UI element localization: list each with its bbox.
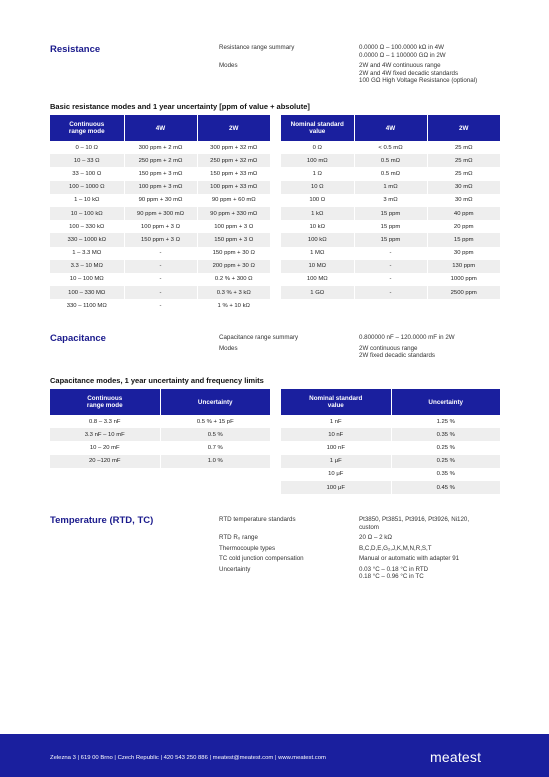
column-header: 4W [354,115,427,141]
spec-label: RTD temperature standards [219,516,296,523]
table-cell: 0.35 % [436,471,455,478]
table-cell: 15 ppm [427,233,500,246]
table-cell: 1 – 10 kΩ [50,194,124,207]
spec-value: Manual or automatic with adapter 91 [359,555,460,562]
column-header: 2W [427,115,500,141]
table-cell: 100 – 330 MΩ [50,286,124,299]
table-row [281,154,500,167]
table-row [50,273,270,286]
table-cell: 100 ppm + 3 Ω [214,223,254,230]
table-cell: 30 ppm [453,250,474,257]
spec-value: 2W and 4W continuous range 2W and 4W fixed decadic standards 100 GΩ High Voltage Resistance (optional) [359,62,478,84]
table-row [281,233,500,246]
table-cell: 30 mΩ [455,197,473,204]
table-row [281,260,500,273]
table-cell: 330 – 1000 kΩ [50,233,124,246]
table-cell: 100 ppm + 33 mΩ [197,181,270,194]
capacitance-section-title: Capacitance [50,333,106,344]
table-row [281,141,500,154]
table-row [50,233,270,246]
spec-value: 2W continuous range 2W fixed decadic standards [359,344,436,359]
column-header: 2W [197,115,270,141]
capacitance-nominal-table [281,389,500,494]
table-cell: 0.2 % + 300 Ω [214,276,253,283]
spec-label: Thermocouple types [219,544,276,552]
table-cell: 20 ppm [453,223,474,230]
column-header: Continuous range mode [50,389,160,415]
table-cell: 1 nF [281,415,391,428]
table-cell: 250 ppm + 2 mΩ [124,154,197,167]
temperature-specs [219,516,539,584]
column-header: 4W [124,115,197,141]
table-cell: 100 μF [281,481,391,494]
column-header: Continuous range mode [50,115,124,141]
table-cell: 10 – 100 MΩ [50,273,124,286]
table-cell: 1 % + 10 kΩ [217,302,250,309]
table-cell: 0.25 % [391,455,500,468]
table-row [281,468,500,481]
table-row [281,273,500,286]
table-cell: 90 ppm + 330 mΩ [197,207,270,220]
table-cell: < 0.5 mΩ [354,141,427,154]
spec-label: RTD R₀ range [219,534,258,541]
temperature-section-title: Temperature (RTD, TC) [50,515,154,526]
table-row [50,207,270,220]
table-cell: 1 kΩ [281,207,354,220]
spec-label: Resistance range summary [219,44,295,51]
table-cell: 25 mΩ [427,154,500,167]
table-row [281,247,500,260]
table-row [50,441,270,454]
table-cell: 100 – 1000 Ω [50,181,124,194]
table-cell: 1.25 % [436,418,455,425]
table-cell: 10 μF [281,468,391,481]
table-cell: 1 mΩ [354,181,427,194]
table-cell: 330 – 1100 MΩ [50,299,124,312]
table-cell: 100 kΩ [281,233,354,246]
table-cell: 1.0 % [160,455,270,468]
table-cell: - [124,299,197,312]
table-cell: 10 – 33 Ω [50,154,124,167]
table-cell: 90 ppm + 30 mΩ [124,194,197,207]
table-row [281,286,500,299]
meatest-logo: meatest [430,749,482,765]
table-row [281,167,500,180]
table-cell: 10 MΩ [281,260,354,273]
spec-value: 0.03 °C – 0.18 °C in RTD 0.18 °C – 0.96 °C in TC [359,565,429,580]
table-row [281,441,500,454]
table-cell: 150 ppm + 30 Ω [212,250,255,257]
table-cell: 90 ppm + 60 mΩ [211,197,256,204]
table-row [50,286,270,299]
capacitance-continuous-table [50,389,270,468]
table-cell: 0.45 % [391,481,500,494]
table-cell: - [124,260,197,273]
table-cell: 100 MΩ [281,273,354,286]
table-cell: 15 ppm [354,233,427,246]
table-cell: 130 ppm [427,260,500,273]
spec-label: Modes [219,344,238,352]
column-header: Nominal standard value [281,115,354,141]
column-header: Nominal standard value [281,389,391,415]
table-cell: 1000 ppm [450,276,477,283]
table-cell: 1 Ω [281,167,354,180]
table-cell: 90 ppm + 300 mΩ [124,207,197,220]
table-cell: 0.35 % [391,428,500,441]
table-cell: 100 nF [281,441,391,454]
table-row [50,428,270,441]
table-cell: 10 nF [281,428,391,441]
table-cell: 33 – 100 Ω [50,167,124,180]
resistance-table-title: Basic resistance modes and 1 year uncertainty [ppm of value + absolute] [50,102,310,111]
table-row [50,220,270,233]
table-cell: 200 ppm + 30 Ω [197,260,270,273]
table-cell: 150 ppm + 3 mΩ [124,167,197,180]
resistance-section-title: Resistance [50,44,101,55]
table-row [50,455,270,468]
table-cell: 0 Ω [281,141,354,154]
table-cell: 30 mΩ [427,181,500,194]
table-row [281,194,500,207]
table-cell: 100 ppm + 3 Ω [124,220,197,233]
spec-value: B,C,D,E,G₂,J,K,M,N,R,S,T [359,544,432,552]
table-cell: 300 ppm + 2 mΩ [124,141,197,154]
table-row [50,415,270,428]
resistance-nominal-table [281,115,500,299]
table-cell: 0.3 % + 3 kΩ [197,286,270,299]
capacitance-specs [219,334,539,363]
table-cell: 10 – 20 mF [50,441,160,454]
table-row [281,455,500,468]
table-cell: 1 – 3.3 MΩ [50,247,124,260]
table-cell: 15 ppm [354,220,427,233]
table-row [50,194,270,207]
table-cell: 1 MΩ [281,247,354,260]
table-cell: - [124,286,197,299]
table-cell: 25 mΩ [455,144,473,151]
table-cell: 10 Ω [281,181,354,194]
table-cell: 1 μF [281,455,391,468]
table-cell: 10 kΩ [281,220,354,233]
resistance-specs [219,44,539,88]
table-cell: 0.5 mΩ [354,167,427,180]
column-header: Uncertainty [160,389,270,415]
table-cell: 150 ppm + 3 Ω [124,233,197,246]
spec-value: 20 Ω – 2 kΩ [359,534,392,541]
table-cell: 20 –120 mF [50,455,160,468]
table-cell: 100 Ω [281,194,354,207]
table-cell: - [354,247,427,260]
table-cell: 300 ppm + 32 mΩ [210,144,258,151]
table-cell: 150 ppm + 3 Ω [197,233,270,246]
table-row [50,299,270,312]
table-cell: 100 ppm + 3 mΩ [124,181,197,194]
footer-address: Zelezna 3 | 619 00 Brno | Czech Republic | 420 543 250 886 | meatest@meatest.com | www.meatest.com [50,755,326,761]
table-cell: - [124,247,197,260]
column-header: Uncertainty [391,389,500,415]
table-cell: 3.3 nF – 10 mF [50,428,160,441]
table-row [281,207,500,220]
spec-label: Modes [219,62,238,69]
table-cell: - [354,260,427,273]
table-cell: 0.5 % [160,428,270,441]
table-cell: 0.25 % [436,444,455,451]
table-cell: 3.3 – 10 MΩ [50,260,124,273]
table-cell: 0.5 mΩ [354,154,427,167]
table-row [50,154,270,167]
footer-bar [0,734,549,777]
table-row [50,181,270,194]
table-row [50,260,270,273]
table-cell: 10 – 100 kΩ [50,207,124,220]
capacitance-table-title: Capacitance modes, 1 year uncertainty and frequency limits [50,376,264,385]
spec-value: Pt3850, Pt3851, Pt3916, Pt3926, Ni120, custom [359,516,470,531]
spec-value: 0.800000 nF – 120.0000 mF in 2W [359,334,455,341]
table-row [281,415,500,428]
table-cell: - [354,273,427,286]
table-cell: 100 – 330 kΩ [50,220,124,233]
table-cell: 100 mΩ [281,154,354,167]
table-cell: 250 ppm + 32 mΩ [197,154,270,167]
resistance-continuous-table [50,115,270,312]
spec-label: TC cold junction compensation [219,555,304,562]
table-cell: 15 ppm [354,207,427,220]
table-cell: 1 GΩ [281,286,354,299]
spec-label: Uncertainty [219,565,251,573]
table-row [281,481,500,494]
table-cell: 0.7 % [207,444,223,451]
table-cell: 40 ppm [427,207,500,220]
table-cell: 0 – 10 Ω [50,141,124,154]
table-cell: 3 mΩ [354,194,427,207]
table-cell: - [124,273,197,286]
table-cell: 25 mΩ [455,170,473,177]
table-cell: - [354,286,427,299]
table-cell: 150 ppm + 33 mΩ [210,170,258,177]
table-row [281,220,500,233]
table-cell: 0.8 – 3.3 nF [50,415,160,428]
table-cell: 0.5 % + 15 pF [196,418,234,425]
table-cell: 2500 ppm [427,286,500,299]
table-row [50,247,270,260]
table-row [281,181,500,194]
table-row [50,141,270,154]
table-row [281,428,500,441]
spec-value: 0.0000 Ω – 100.0000 kΩ in 4W 0.0000 Ω – 1 100000 GΩ in 2W [359,44,446,59]
spec-label: Capacitance range summary [219,334,299,341]
table-row [50,167,270,180]
